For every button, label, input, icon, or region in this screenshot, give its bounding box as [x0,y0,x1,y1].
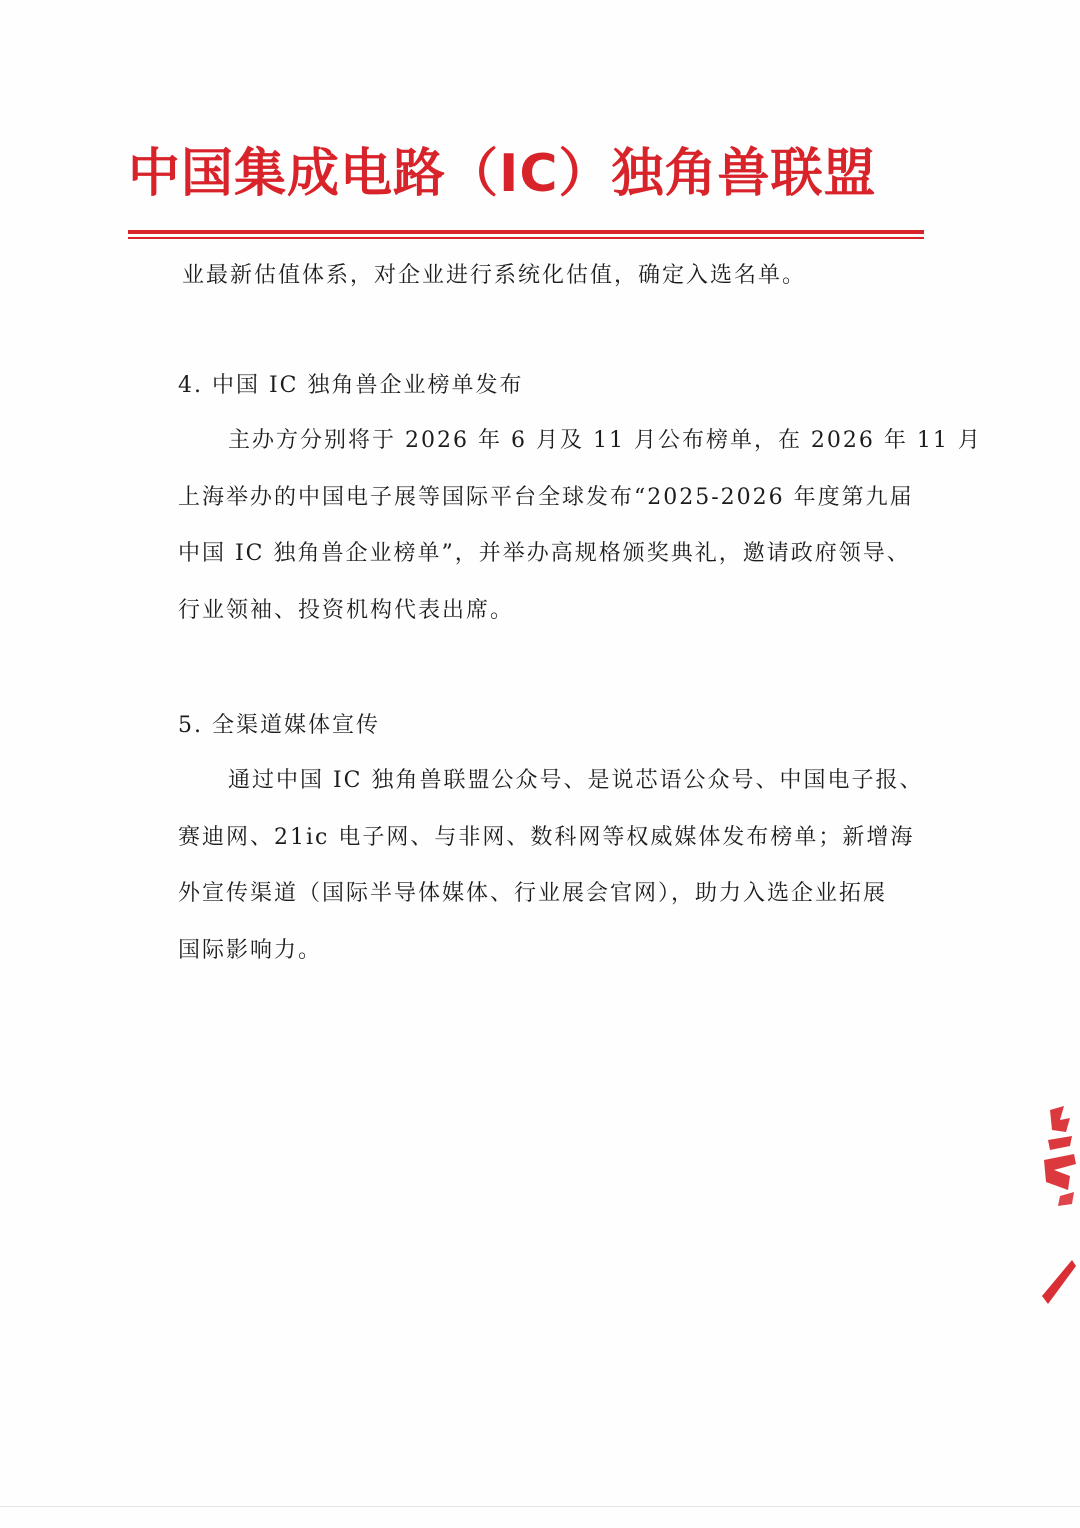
section-5-heading: 5. 全渠道媒体宣传 [178,713,380,738]
letterhead-rule-thick [128,230,924,234]
section-4-line-3: 中国 IC 独角兽企业榜单”，并举办高规格颁奖典礼，邀请政府领导、 [178,541,911,566]
section-4-heading: 4. 中国 IC 独角兽企业榜单发布 [178,373,524,398]
letterhead-title: 中国集成电路（IC）独角兽联盟 [128,144,877,204]
section-5-line-1: 通过中国 IC 独角兽联盟公众号、是说芯语公众号、中国电子报、 [228,768,924,793]
section-5-line-3: 外宣传渠道（国际半导体媒体、行业展会官网），助力入选企业拓展 [178,881,888,906]
page-bottom-edge [0,1506,1080,1507]
partial-seal-stamp [1030,1100,1080,1320]
continuation-line: 业最新估值体系，对企业进行系统化估值，确定入选名单。 [182,263,807,288]
seal-fragment-icon [1030,1100,1080,1320]
section-5-line-2: 赛迪网、21ic 电子网、与非网、数科网等权威媒体发布榜单；新增海 [178,825,915,850]
section-4-line-4: 行业领袖、投资机构代表出席。 [178,598,515,623]
letterhead-rule-thin [128,237,924,239]
section-4-line-2: 上海举办的中国电子展等国际平台全球发布“2025-2026 年度第九届 [178,485,914,510]
section-5-line-4: 国际影响力。 [178,938,323,963]
section-4-line-1: 主办方分别将于 2026 年 6 月及 11 月公布榜单，在 2026 年 11 月 [228,428,982,453]
